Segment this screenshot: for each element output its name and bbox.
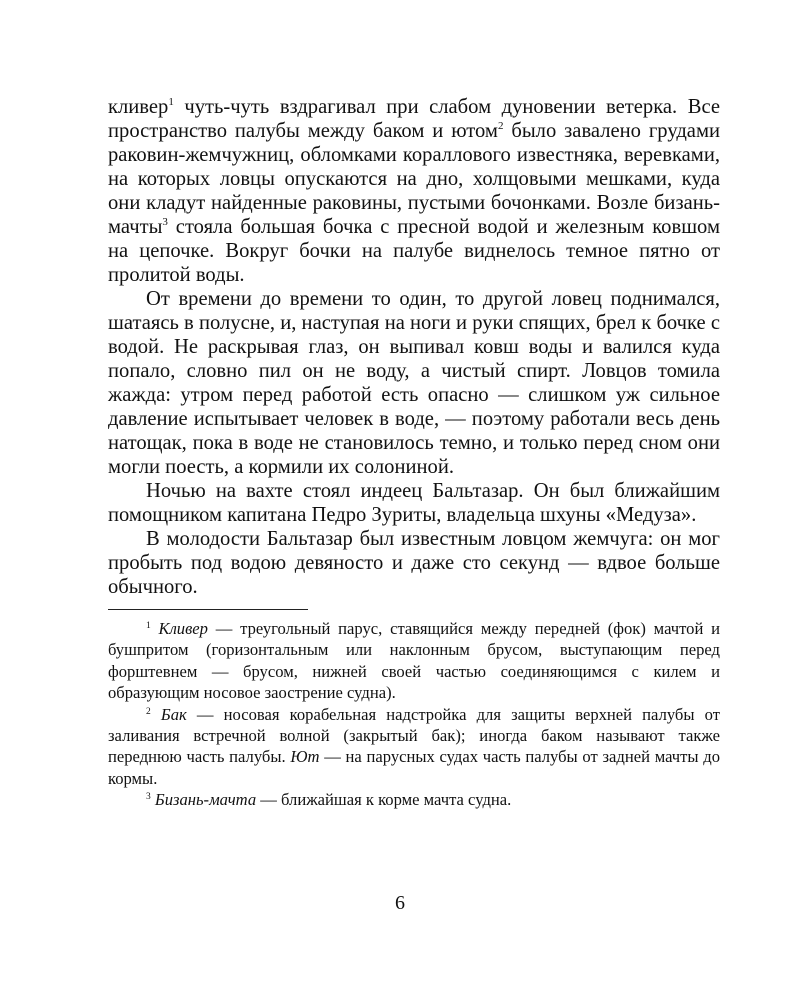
main-text — [108, 95, 720, 599]
footnotes — [108, 618, 720, 811]
footnote-ref-1: 1 — [168, 96, 174, 108]
footnote-1 — [108, 618, 720, 704]
paragraph-4: В молодости Бальтазар был известным ловцом жемчуга: он мог пробыть под водою девяносто и даже сто секунд — вдвое больше обычного. — [108, 528, 720, 598]
footnote-text: — на парусных судах часть палубы от задней мачты до кормы. — [108, 747, 720, 788]
footnote-mark: 3 — [146, 792, 151, 803]
footnote-term: Бизань-мачта — [154, 790, 257, 810]
paragraph-3: Ночью на вахте стоял индеец Бальтазар. Он был ближайшим помощником капитана Педро Зуриты, владельца шхуны «Медуза». — [108, 480, 720, 526]
footnote-term: Кливер — [158, 619, 208, 638]
footnote-term: Ют — [290, 747, 320, 767]
footnote-mark: 1 — [146, 621, 151, 631]
footnote-text: — ближайшая к корме мачта судна. — [256, 790, 512, 810]
text-run: чуть-чуть вздрагивал при слабом дуновении ветерка. Все пространство палубы между баком и ютом — [108, 96, 720, 142]
footnote-2 — [108, 704, 720, 790]
footnote-ref-3: 3 — [162, 216, 168, 228]
footnote-ref-2: 2 — [497, 120, 504, 132]
footnote-text: — носовая корабельная надстройка для защиты верхней палубы от заливания встречной волной (закрытый бак); иногда баком называют также переднюю часть палубы. — [108, 704, 720, 767]
text-run: было завалено грудами раковин-жемчужниц, обломками кораллового известняка, веревками, на которых ловцы опускаются на дно, холщовыми мешками, куда они кладут найденные раковины, пустыми бочонками. Возле бизань-мачты — [108, 120, 720, 238]
footnote-text: — треугольный парус, ставящийся между передней (фок) мачтой и бушпритом (горизонтальным или наклонным брусом, выступающим перед форштевнем — брусом, нижней своей частью соединяющимся с килем и образующим носовое заострение судна). — [108, 619, 720, 703]
footnote-3 — [108, 789, 720, 810]
text-run: кливер — [108, 96, 169, 118]
footnote-separator — [108, 609, 308, 610]
footnote-term: Бак — [160, 704, 187, 724]
paragraph-2: От времени до времени то один, то другой ловец поднимался, шатаясь в полусне, и, наступая на ноги и руки спящих, брел к бочке с водой. Не раскрывая глаз, он выпивал ковш воды и валился куда попало, словно пил он не воду, а чистый спирт. Ловцов томила жажда: утром перед работой есть опасно — слишком уж сильное давление испытывает человек в воде, — поэтому работали весь день натощак, пока в воде не становилось темно, и только перед сном они могли поесть, а кормили их солониной. — [108, 288, 720, 478]
book-page — [108, 95, 720, 811]
text-run: стояла большая бочка с пресной водой и железным ковшом на цепочке. Вокруг бочки на палубе виднелось темное пятно от пролитой воды. — [108, 216, 720, 286]
page-number: 6 — [395, 892, 405, 914]
paragraph-1 — [108, 95, 720, 287]
footnote-mark: 2 — [146, 706, 151, 717]
